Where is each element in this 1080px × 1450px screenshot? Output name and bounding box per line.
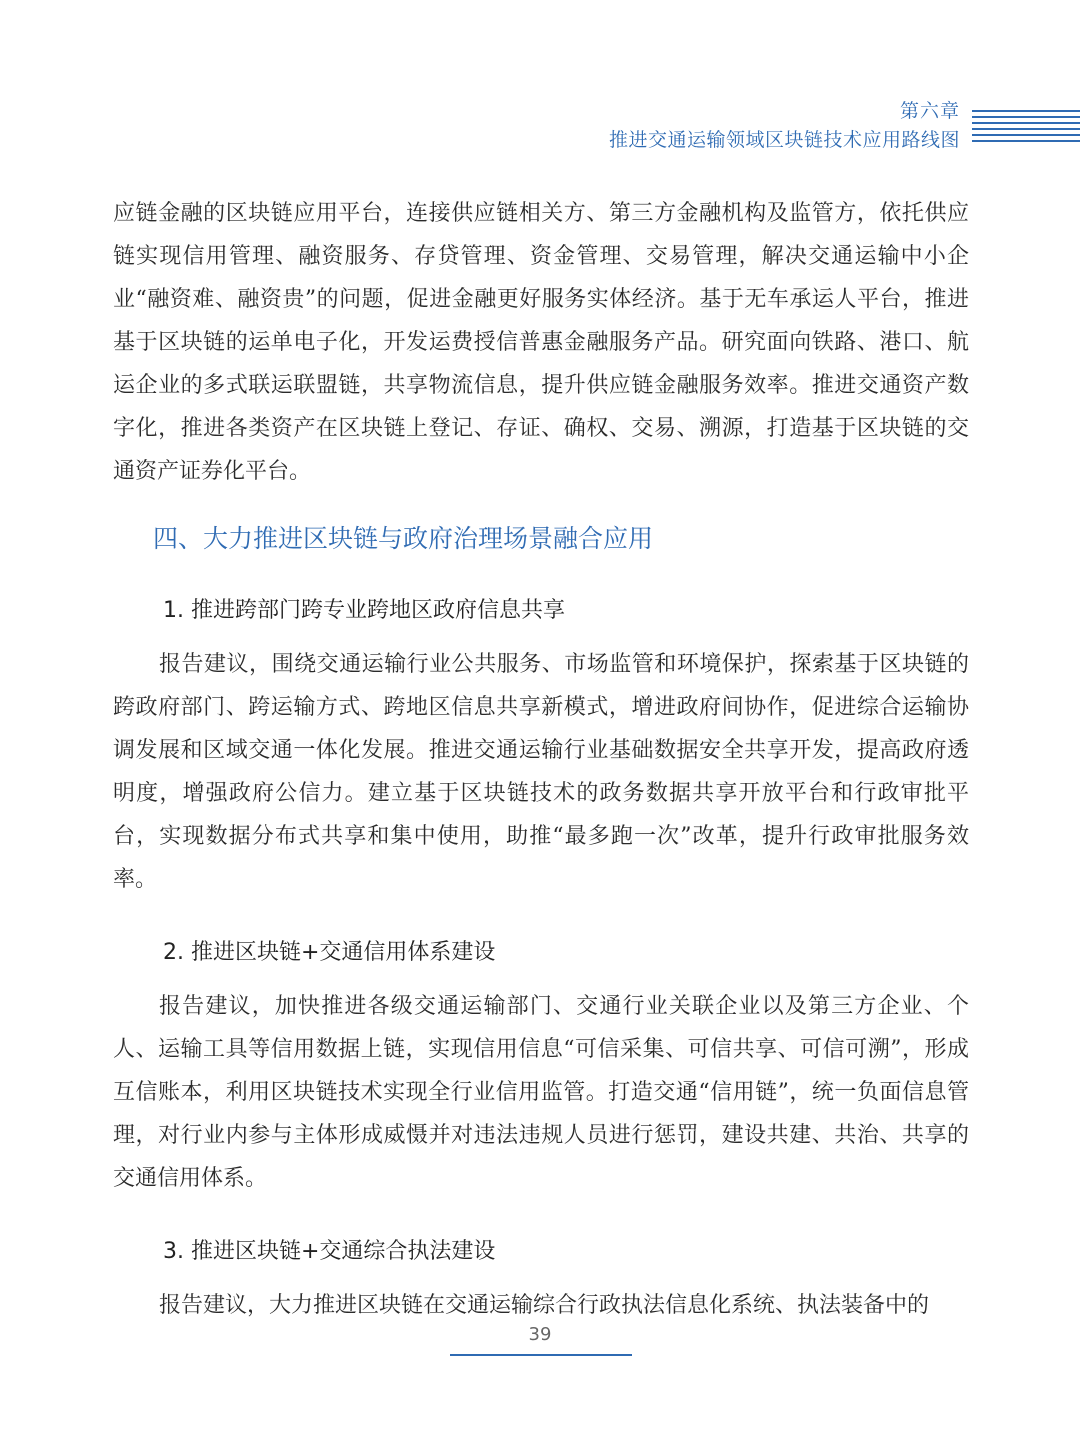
chapter-number: 第六章: [899, 100, 960, 122]
section-heading: 四、大力推进区块链与政府治理场景融合应用: [153, 524, 654, 553]
page-content: [113, 192, 969, 1327]
subsection-heading-2: 2. 推进区块链+交通信用体系建设: [163, 940, 496, 965]
subsection-heading-1: 1. 推进跨部门跨专业跨地区政府信息共享: [163, 598, 565, 623]
chapter-title: 推进交通运输领域区块链技术应用路线图: [608, 129, 960, 151]
subsection-paragraph-2: 报告建议，加快推进各级交通运输部门、交通行业关联企业以及第三方企业、个人、运输工具等信用数据上链，实现信用信息“可信采集、可信共享、可信可溯”，形成互信账本，利用区块链技术实现全行业信用监管。打造交通“信用链”，统一负面信息管理，对行业内参与主体形成威慑并对违法违规人员进行惩罚，建设共建、共治、共享的交通信用体系。: [113, 994, 969, 1191]
header-line: [972, 116, 1080, 118]
page-number-rule: [450, 1354, 632, 1356]
header-line: [972, 134, 1080, 136]
chapter-header: [609, 98, 960, 154]
subsection-paragraph-1: 报告建议，围绕交通运输行业公共服务、市场监管和环境保护，探索基于区块链的跨政府部门、跨运输方式、跨地区信息共享新模式，增进政府间协作，促进综合运输协调发展和区域交通一体化发展。推进交通运输行业基础数据安全共享开发，提高政府透明度，增强政府公信力。建立基于区块链技术的政务数据共享开放平台和行政审批平台，实现数据分布式共享和集中使用，助推“最多跑一次”改革，提升行政审批服务效率。: [113, 652, 969, 892]
subsection-paragraph-3: 报告建议，大力推进区块链在交通运输综合行政执法信息化系统、执法装备中的: [159, 1293, 930, 1318]
intro-paragraph: 应链金融的区块链应用平台，连接供应链相关方、第三方金融机构及监管方，依托供应链实现信用管理、融资服务、存贷管理、资金管理、交易管理，解决交通运输中小企业“融资难、融资贵”的问题，促进金融更好服务实体经济。基于无车承运人平台，推进基于区块链的运单电子化，开发运费授信普惠金融服务产品。研究面向铁路、港口、航运企业的多式联运联盟链，共享物流信息，提升供应链金融服务效率。推进交通资产数字化，推进各类资产在区块链上登记、存证、确权、交易、溯源，打造基于区块链的交通资产证券化平台。: [113, 201, 969, 484]
header-line: [972, 128, 1080, 130]
header-line: [972, 122, 1080, 124]
header-line: [972, 110, 1080, 112]
subsection-heading-3: 3. 推进区块链+交通综合执法建设: [163, 1239, 496, 1264]
header-decorative-lines: [972, 110, 1080, 146]
page-number: 39: [528, 1324, 552, 1345]
header-line: [972, 140, 1080, 142]
